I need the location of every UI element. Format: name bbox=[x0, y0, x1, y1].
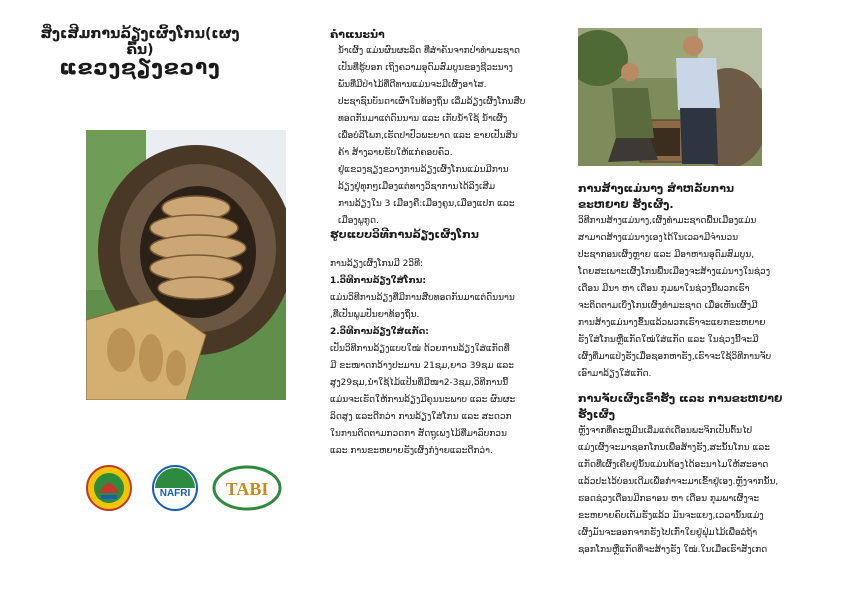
partner-logos bbox=[86, 465, 286, 511]
queen-rearing-line: ການສ້າງແມ່ນາງຂຶ້ນແລ້ວພວກເຮົາຈະແຍກຂະຫຍາຍ bbox=[578, 318, 766, 328]
methods-line: ໃນການຕິດຕາມກວດກາ ສັດຖູເພງໄມ້ທີ່ມາລົບກວນ bbox=[330, 429, 507, 439]
swarm-capture-heading: ການຈັບເຜິ້ງເຂົ້າຮັງ ແລະ ການຂະຫຍາຍ ຮັງເຜິ້ງ bbox=[578, 392, 783, 421]
methods-line: ແມ່ນຈະເຮັດໃຫ້ການລ້ຽງມີຄຸນນະພາບ ແລະ ຜົນຜະ bbox=[330, 395, 516, 405]
tabi-logo-text: TABI bbox=[225, 479, 269, 499]
methods-line: ແລະ ການຂະຫຍາຍຮັງເຜິ້ງກໍງ່າຍແລະດີກວ່າ. bbox=[330, 446, 493, 456]
intro-line: ພັນທີ່ມີປ່າໄມ້ທີ່ດີທານແມ່ນຈະມີເຜິ້ງອາໄສ. bbox=[338, 80, 487, 90]
queen-rearing-line: ສາມາດສ້າງແມ່ນາງເອງໄດ້ໃນເວລາມີຈຳນວນ bbox=[578, 233, 739, 243]
title-line-2: ແຂວງຊຽງຂວາງ bbox=[59, 55, 221, 79]
cover-panel bbox=[0, 0, 280, 595]
intro-line: ຢູ່ແຂວງຊຽງຂວາງການລ້ຽງເຜິ້ງໂກນແມ່ນມີການ bbox=[338, 165, 509, 175]
methods-line: ເປັນວິທີການລ້ຽງແບບໃໝ່ ດ້ວຍການລ້ຽງໃສ່ແກັດທີ່ bbox=[330, 344, 510, 354]
methods-line: 1.ວິທີການລ້ຽງໃສ່ໂກນ: bbox=[330, 276, 426, 286]
intro-heading: ຄຳແນະນຳ bbox=[330, 28, 385, 41]
intro-line: ຄ້າ ສ້າງລາຍຮັບໃຫ້ແກ່ຄອບຄົວ. bbox=[338, 148, 453, 158]
swarm-capture-line: ຊອກໂກນຫຼືແກັດທີ່ຈະສ້າງຮັງ ໃໝ່.ໃນເມື່ອເຮົາສັງເກດ bbox=[578, 545, 768, 555]
methods-heading-block bbox=[330, 227, 552, 243]
methods-line: ລິດສູງ ແລະດີກວ່າ ການລ້ຽງໃສ່ໂກນ ແລະ ສະດວກ bbox=[330, 412, 512, 422]
methods-heading: ຮູບແບບວິທີການລ້ຽງເຜິ້ງໂກນ bbox=[330, 228, 479, 241]
nafri-logo bbox=[152, 465, 198, 511]
queen-rearing-line: ເອົາມາລ້ຽງໃສ່ແກັດ. bbox=[578, 369, 652, 379]
methods-line: ,ທີ່ເປັນພູມປັນຍາທ້ອງຖິ່ນ. bbox=[330, 310, 420, 320]
queen-rearing-line: ໂດຍສະເພາະເຜິ້ງໂກນພື້ນເມືອງຈະສ້າງແມ່ນາງໃນຊ່ວງ bbox=[578, 267, 771, 277]
queen-rearing-line: ເຜິ້ງທີ່ມາແປ່ງຮັງເມື່ອຊອກຫາຮັງ,ເຮົາຈະໃຊ້ວິທີການຈັບ bbox=[578, 352, 772, 362]
nafri-logo-text: NAFRI bbox=[159, 488, 191, 499]
intro-line: ການລ້ຽງໃນ 3 ເມືອງຄື:ເມືອງຄູນ,ເມືອງແປກ ແລະ bbox=[338, 199, 515, 209]
intro-panel bbox=[280, 0, 561, 595]
methods-line: ການລ້ຽງເຜິ້ງໂກນມີ 2ວິທີ: bbox=[330, 259, 424, 269]
methods-line: ແມ່ນວິທີການລ້ຽງທີ່ມີການສືບທອດກັນມາແຕ່ດົນນານ bbox=[330, 293, 515, 303]
intro-line: ທອດກັນມາແຕ່ດົນນານ ແລະ ເກັບນ້ຳໃຊ້ ນ້ຳເຜິ້ງ bbox=[338, 114, 508, 124]
honeycomb-log-photo bbox=[86, 130, 286, 400]
ministry-seal-logo bbox=[86, 465, 132, 511]
methods-section bbox=[330, 256, 552, 460]
tabi-logo bbox=[212, 465, 282, 511]
methods-line: ສູງ29ຊມ,ນຳໃຊ້ໄມ້ແປ້ນທີ່ມີໜາ2-3ຊມ,ວິທີການນີ້ bbox=[330, 378, 509, 388]
intro-line: ເປັນທີ່ຮູ້ບອກ ເຖິງຄວາມອຸດົມສົມບູນຂອງຊີວະນາງ bbox=[338, 63, 513, 73]
swarm-capture-line: ແມ່ງເຜິ້ງຈະມາຊອກໂກນເພື່ອສ້າງຮັງ,ສະນັ້ນໂກນ ແລະ bbox=[578, 443, 770, 453]
queen-rearing-line: ເດືອນ ມີນາ ຫາ ເດືອນ ກຸມພາໃນຊ່ວງນີ້ພວກເຮົາ bbox=[578, 284, 750, 294]
intro-line: ນ້ຳເຜິ້ງ ແມ່ນຜົນຜະລິດ ທີ່ສຳຄັນຈາກປ່າທຳມະຊາດ bbox=[338, 46, 520, 56]
practice-panel bbox=[561, 0, 841, 595]
methods-line: ມີ ຂະໜາດກວ້າງປະມານ 21ຊມ,ຍາວ 39ຊມ ແລະ bbox=[330, 361, 514, 371]
swarm-capture-line: ແລ້ວປະໄວ້ບ່ອນເດີມເພື່ອກຳຈະມາເຂົ້າຢູ່ເອງ.ຫຼັງຈາກນັ້ນ, bbox=[578, 477, 779, 487]
swarm-capture-line: ແກັດທີ່ເຜິ້ງເຄີຍຢູ່ນັ້ນແມ່ນຕ້ອງໄດ້ອະນາໄມໃຫ້ສະອາດ bbox=[578, 460, 769, 470]
swarm-capture-line: ຂະຫຍາຍຄົບເຕັມຮັງແລ້ວ ມັນຈະແຍງ,ເວລານັ້ນແມ່ງ bbox=[578, 511, 764, 521]
swarm-capture-line: ເຜິ້ງມັນຈະອອກຈາກຮັງໄປເກົ່າໃຍຢູ່ຟຸ່ມໄມ້ເພື່ອລໍຖ້າ bbox=[578, 528, 758, 538]
intro-line: ປະຊາຊົນບັນດາເຜົ່າໃນທ້ອງຖິ່ນ ເລີ່ມລ້ຽງເຜິ້ງໂກນສືບ bbox=[338, 97, 526, 107]
queen-rearing-line: ຮັງໃສ່ໂກນຫຼືແກັດໃໝ່ໃສ່ແກັດ ແລະ ໃນຊ່ວງນີ້ຈະມີ bbox=[578, 335, 759, 345]
swarm-capture-line: ຫຼັງຈາກທີ່ຄະຫຼຸມີນເລີ່ມແຕ່ເດືອນພະຈິກເປັນຕົ້ນໄປ bbox=[578, 426, 753, 436]
queen-rearing-line: ວິທີການສ້າງແມ່ນາງ,ເຜິ້ງທຳມະຊາດພື້ນເມືອງແມ່ນ bbox=[578, 216, 757, 226]
intro-line: ເມືອງພູກູດ. bbox=[338, 216, 379, 226]
beekeepers-photo bbox=[578, 28, 762, 166]
title-line-1: ສິ່ງເສີມການລ້ຽງເຜິ້ງໂກນ(ເຜງຄົ້ນ) bbox=[40, 26, 240, 58]
queen-rearing-heading: ການສ້າງແມ່ນາງ ສຳຫລັບການຂະຫຍາຍ ຮັງເຜິ້ງ. bbox=[578, 182, 735, 211]
queen-rearing-line: ຈະຕິດຕາມເບິ່ງໂກນເຜິ້ງທຳມະຊາດ ເມື່ອເຫັນເຜິ້ງມີ bbox=[578, 301, 758, 311]
methods-line: 2.ວິທີການລ້ຽງໃສ່ແກັດ: bbox=[330, 327, 429, 337]
intro-line: ລ້ຽງຢູ່ທຸກໆເມືອງແຕ່ທາງວິຊາການໄດ້ລິງເສີມ bbox=[338, 182, 496, 192]
swarm-capture-line: ຮອດຊ່ວງເດືອນມີກຣາອນ ຫາ ເດືອນ ກຸມພາເຜິ້ງຈະ bbox=[578, 494, 760, 504]
queen-rearing-line: ປະຊາກອນເຜິ້ງຫຼາຍ ແລະ ມີອາຫານອຸດົມສົມບູນ, bbox=[578, 250, 755, 260]
intro-line: ເພື່ອບໍລິໂພກ,ເຮັດປາປົວພະຍາດ ແລະ ຂາຍເປັນສິນ bbox=[338, 131, 518, 141]
swarm-capture-section bbox=[578, 391, 783, 559]
intro-section bbox=[330, 27, 552, 230]
queen-rearing-section bbox=[578, 181, 783, 383]
